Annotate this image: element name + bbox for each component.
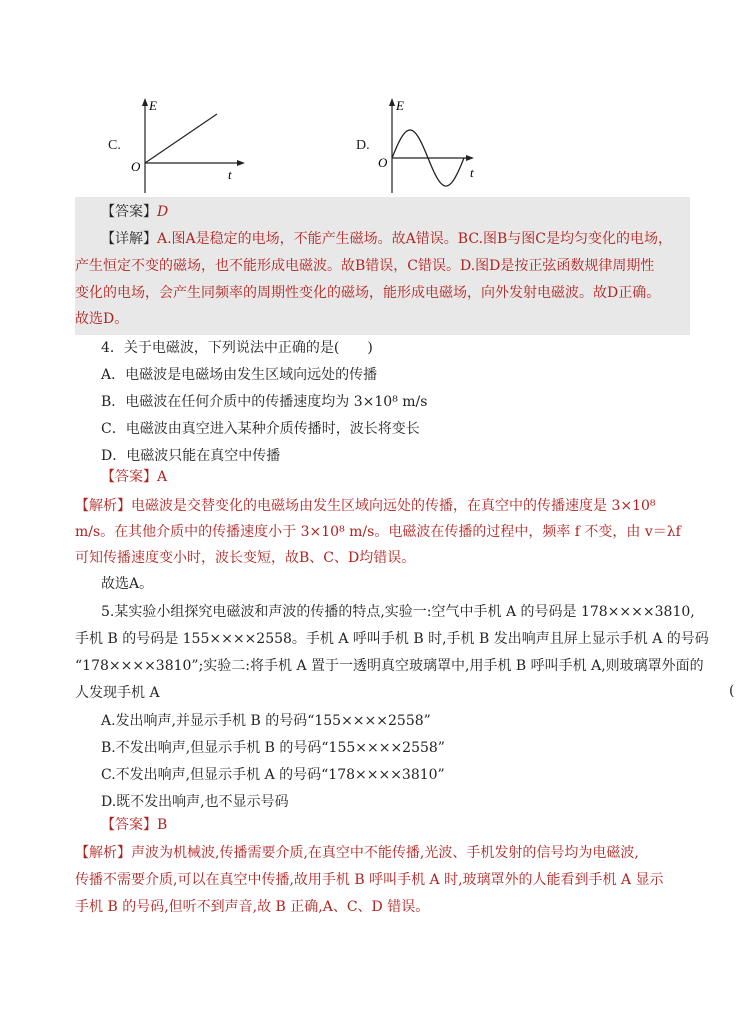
- detail-line-2: 产生恒定不变的磁场，也不能形成电磁波。故B错误，C错误。D.图D是按正弦函数规律周期性: [75, 258, 655, 274]
- graph-d-svg: [377, 95, 497, 195]
- q4-answer: 【答案】A: [101, 469, 168, 485]
- graph-d: [377, 95, 497, 195]
- graph-c-svg: [130, 95, 250, 195]
- q4-option-a: A．电磁波是电磁场由发生区域向远处的传播: [101, 367, 378, 383]
- q4-analysis-line-3: 可知传播速度变小时，波长变短，故B、C、D均错误。: [75, 550, 416, 566]
- q4-analysis-line-2: m/s。在其他介质中的传播速度小于 3×10⁸ m/s。电磁波在传播的过程中，频率 f 不变，由 v＝λf: [75, 524, 681, 540]
- q4-analysis-line-1: 【解析】电磁波是交替变化的电磁场由发生区域向远处的传播，在真空中的传播速度是 3×10⁸: [75, 498, 656, 514]
- q5-stem-line-1: 5.某实验小组探究电磁波和声波的传播的特点,实验一:空气中手机 A 的号码是 178××××3810,: [101, 604, 695, 620]
- detail-line-4: 故选D。: [75, 311, 129, 327]
- detail-text-1: A.图A是稳定的电场，不能产生磁场。故A错误。BC.图B与图C是均匀变化的电场，: [157, 231, 672, 247]
- graph-d-origin-label: O: [378, 155, 388, 170]
- q5-stem-line-2: 手机 B 的号码是 155××××2558。手机 A 呼叫手机 B 时,手机 B 发出响声且屏上显示手机 A 的号码: [75, 631, 709, 647]
- graph-c-t-label: t: [228, 167, 232, 182]
- option-c-label: C.: [108, 138, 121, 153]
- graph-d-e-label: E: [396, 98, 404, 113]
- q5-option-d: D.既不发出响声,也不显示号码: [101, 794, 289, 810]
- graph-c: [130, 95, 250, 195]
- option-d-label: D.: [356, 138, 370, 153]
- q4-option-d: D．电磁波只能在真空中传播: [101, 448, 281, 464]
- q5-analysis-line-2: 传播不需要介质,可以在真空中传播,故用手机 B 呼叫手机 A 时,玻璃罩外的人能看到手机 A 显示: [75, 872, 664, 888]
- detail-line-1: [101, 226, 672, 252]
- q4-option-c: C．电磁波由真空进入某种介质传播时，波长将变长: [101, 421, 420, 437]
- q5-analysis-line-1: 【解析】声波为机械波,传播需要介质,在真空中不能传播,光波、手机发射的信号均为电磁波,: [75, 845, 639, 861]
- answer-line: [101, 199, 168, 225]
- graph-d-t-label: t: [470, 165, 474, 180]
- graph-c-y-arrow: [142, 98, 148, 106]
- q5-paren: (: [729, 683, 735, 699]
- q5-analysis-line-3: 手机 B 的号码,但听不到声音,故 B 正确,A、C、D 错误。: [75, 899, 430, 915]
- q5-option-c: C.不发出响声,但显示手机 A 的号码“178××××3810”: [101, 767, 445, 783]
- q4-option-b: B．电磁波在任何介质中的传播速度均为 3×10⁸ m/s: [101, 394, 428, 410]
- detail-line-3: 变化的电场，会产生同频率的周期性变化的磁场，能形成电磁场，向外发射电磁波。故D正确。: [75, 285, 661, 301]
- graph-c-origin-label: O: [131, 159, 141, 174]
- q5-stem-line-3: “178××××3810”;实验二:将手机 A 置于一透明真空玻璃罩中,用手机 B 呼叫手机 A,则玻璃罩外面的: [75, 658, 704, 674]
- q4-conclusion: 故选A。: [101, 576, 154, 592]
- detail-label: 【详解】: [101, 231, 157, 247]
- graph-c-x-arrow: [237, 160, 245, 166]
- q5-option-a: A.发出响声,并显示手机 B 的号码“155××××2558”: [101, 713, 431, 729]
- graph-c-e-label: E: [149, 98, 157, 113]
- q5-option-b: B.不发出响声,但显示手机 B 的号码“155××××2558”: [101, 740, 445, 756]
- q5-stem-line-4: 人发现手机 A: [75, 685, 160, 701]
- answer-label: 【答案】: [101, 204, 157, 220]
- graph-d-x-arrow: [466, 155, 474, 161]
- graph-d-y-arrow: [389, 98, 395, 106]
- answer-value: D: [157, 204, 169, 220]
- q4-stem: 4．关于电磁波，下列说法中正确的是( ): [101, 340, 373, 356]
- q5-answer: 【答案】B: [101, 817, 168, 833]
- graph-c-line: [145, 114, 217, 163]
